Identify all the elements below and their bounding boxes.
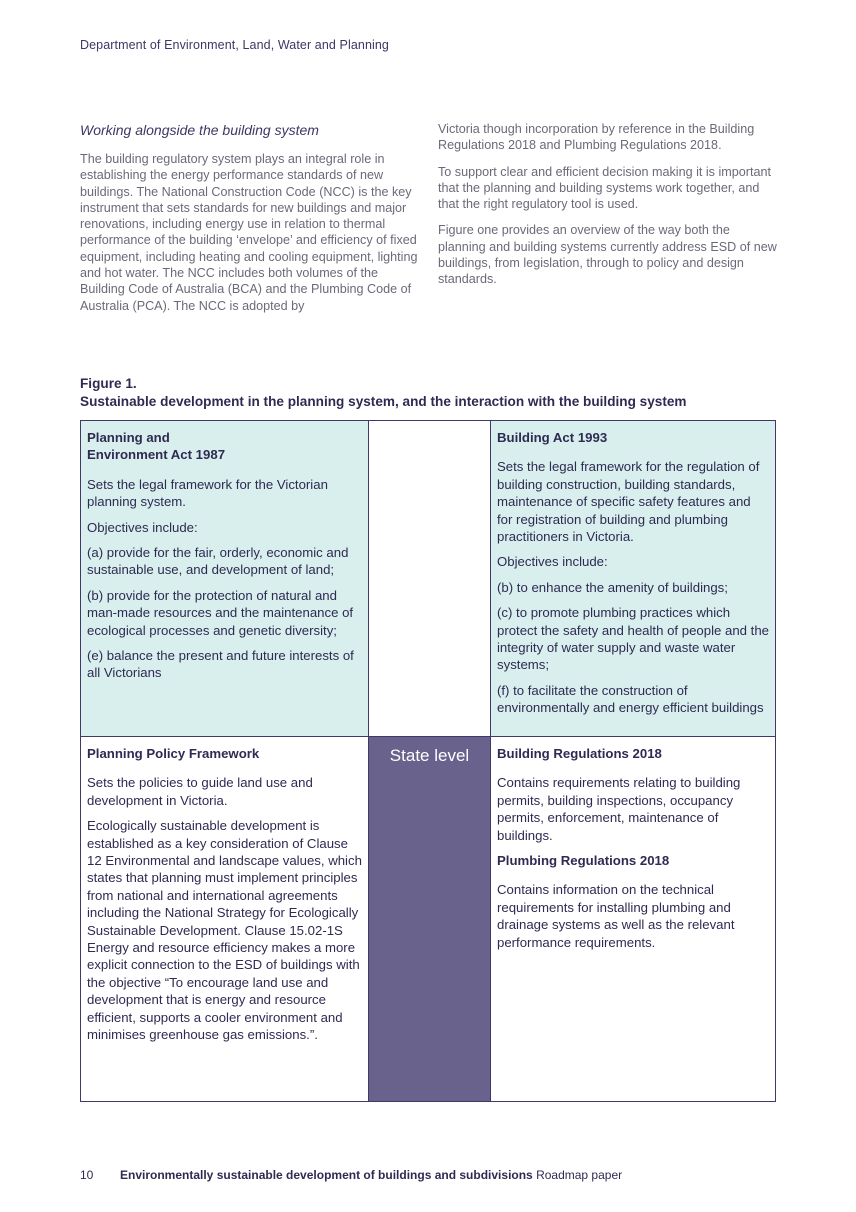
figure-title-block [80, 375, 687, 411]
intro-paragraph: Figure one provides an overview of the way both the planning and building systems currently address ESD of new buildings, from legislation, through to policy and design standards. [438, 223, 777, 287]
cell-paragraph: Ecologically sustainable development is established as a key consideration of Clause 12 Environmental and landscape values, which states that planning must implement principles from national and international agreements including the National Strategy for Ecologically Sustainable Development. Clause 15.02-1S Energy and resource efficiency makes a more explicit connection to the ESD of buildings with the objective “To encourage land use and development that is energy and resource efficient, supports a cooler environment and minimises greenhouse gas emissions.”. [87, 818, 362, 1043]
cell-paragraph: Sets the legal framework for the regulation of building construction, building standards, maintenance of specific safety features and for registration of building and plumbing practitioners in Victoria. [497, 459, 760, 545]
cell-paragraph: Sets the legal framework for the Victorian planning system. [87, 476, 328, 510]
cell-paragraph: (c) to promote plumbing practices which protect the safety and health of people and the integrity of water supply and waste water systems; [497, 605, 770, 673]
cell-paragraph: (a) provide for the fair, orderly, economic and sustainable use, and development of land; [87, 545, 349, 578]
heading-line: Planning and [87, 430, 170, 445]
building-act-cell [490, 420, 776, 737]
planning-policy-heading: Planning Policy Framework [87, 746, 260, 761]
planning-act-heading [87, 429, 362, 464]
cell-paragraph: Objectives include: [87, 519, 198, 535]
page-header: Department of Environment, Land, Water and Planning [80, 38, 389, 52]
heading-line: Environment Act 1987 [87, 447, 226, 463]
cell-paragraph: Contains requirements relating to building permits, building inspections, occupancy permits, enforcement, maintenance of buildings. [497, 775, 741, 843]
state-level-cell [368, 736, 491, 1102]
building-act-heading: Building Act 1993 [497, 430, 608, 445]
figure-title: Sustainable development in the planning system, and the interaction with the building system [80, 394, 687, 409]
intro-paragraph: To support clear and efficient decision making it is important that the planning and building systems work together, and that the right regulatory tool is used. [438, 164, 771, 212]
cell-paragraph: (b) provide for the protection of natural and man-made resources and the maintenance of ecological processes and genetic diversity; [87, 587, 354, 638]
footer-subtitle: Roadmap paper [532, 1168, 623, 1182]
cell-paragraph: Sets the policies to guide land use and development in Victoria. [87, 775, 313, 808]
plumbing-regulations-heading: Plumbing Regulations 2018 [497, 853, 670, 869]
page-footer [80, 1168, 622, 1182]
intro-left-column [80, 121, 420, 324]
cell-paragraph: (f) to facilitate the construction of environmentally and energy efficient buildings [497, 682, 764, 716]
building-regulations-heading: Building Regulations 2018 [497, 746, 662, 761]
intro-right-column [438, 121, 778, 298]
planning-act-cell [80, 420, 369, 737]
page-number: 10 [80, 1168, 94, 1182]
intro-paragraph: The building regulatory system plays an integral role in establishing the energy performance standards of new buildings. The National Construction Code (NCC) is the key instrument that sets standards for new buildings and major renovations, including energy use in relation to thermal performance of the building ‘envelope’ and efficiency of fixed equipment, including heating and cooling equipment, lighting and hot water. The NCC includes both volumes of the Building Code of Australia (BCA) and the Plumbing Code of Australia (PCA). The NCC is adopted by [80, 152, 418, 313]
cell-paragraph: Objectives include: [497, 554, 608, 570]
planning-policy-cell [80, 736, 369, 1102]
state-level-label: State level [389, 746, 470, 765]
cell-paragraph: Contains information on the technical requirements for installing plumbing and drainage systems as well as the relevant performance requirements. [497, 882, 735, 950]
cell-paragraph: (e) balance the present and future interests of all Victorians [87, 648, 354, 681]
footer-title: Environmentally sustainable development of buildings and subdivisions [120, 1168, 533, 1182]
regulations-cell [490, 736, 776, 1102]
intro-heading: Working alongside the building system [80, 122, 319, 138]
figure-label: Figure 1. [80, 376, 137, 391]
empty-middle-cell [368, 420, 491, 737]
intro-paragraph: Victoria though incorporation by reference in the Building Regulations 2018 and Plumbing Regulations 2018. [438, 122, 755, 153]
figure-grid [80, 420, 776, 1102]
cell-paragraph: (b) to enhance the amenity of buildings; [497, 579, 728, 595]
